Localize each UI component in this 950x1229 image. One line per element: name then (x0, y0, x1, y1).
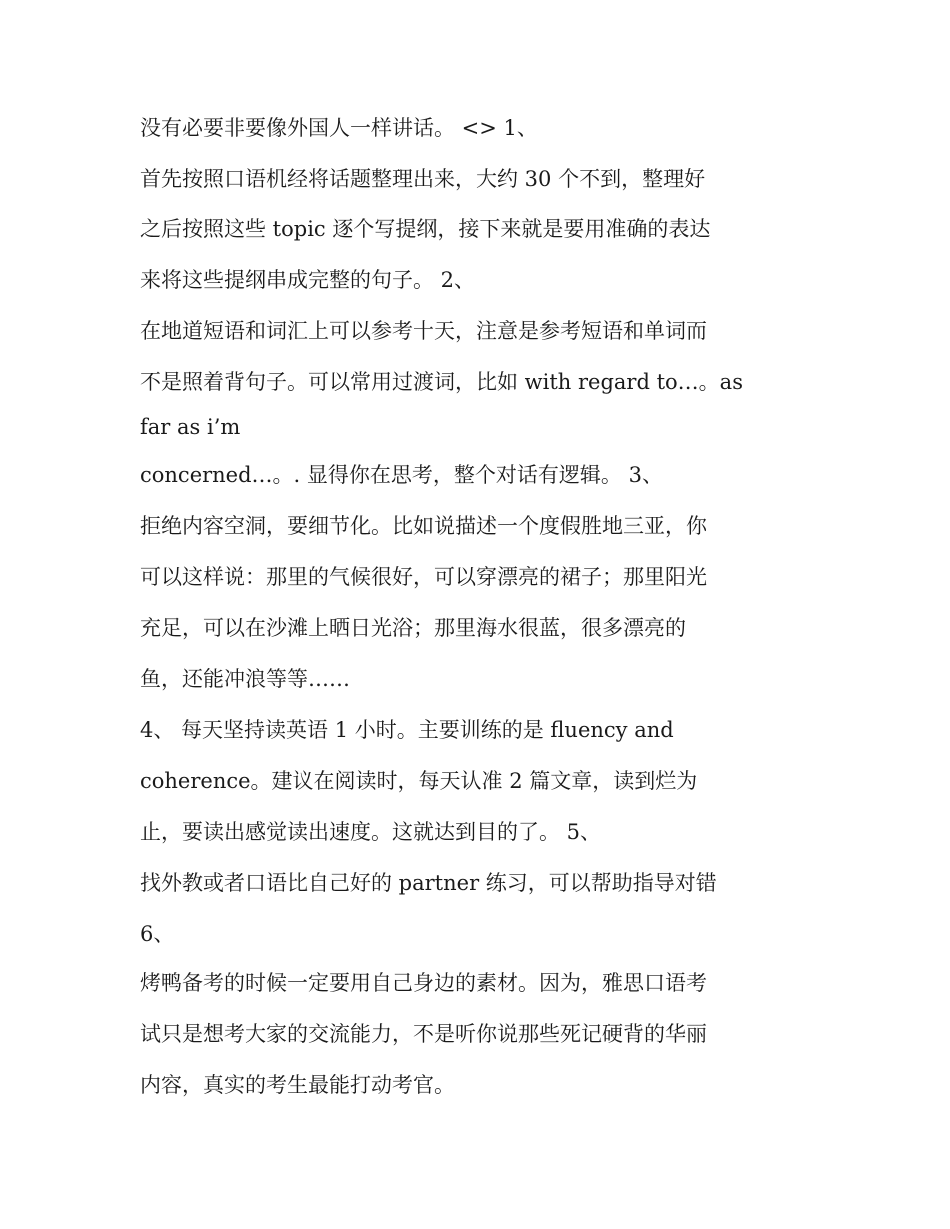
text-line: 找外教或者口语比自己好的 partner 练习，可以帮助指导对错 (140, 871, 717, 895)
text-line: 试只是想考大家的交流能力，不是听你说那些死记硬背的华丽 (140, 1022, 707, 1046)
text-line: concerned…。. 显得你在思考，整个对话有逻辑。 3、 (140, 463, 663, 487)
text-line: 之后按照这些 topic 逐个写提纲，接下来就是要用准确的表达 (140, 217, 711, 241)
text-line: far as i’m (140, 415, 241, 439)
text-line: 可以这样说：那里的气候很好，可以穿漂亮的裙子；那里阳光 (140, 565, 707, 589)
text-line: 首先按照口语机经将话题整理出来，大约 30 个不到，整理好 (140, 167, 706, 191)
text-line: 在地道短语和词汇上可以参考十天，注意是参考短语和单词而 (140, 319, 707, 343)
text-line: 内容，真实的考生最能打动考官。 (140, 1073, 455, 1097)
text-line: 没有必要非要像外国人一样讲话。 <> 1、 (140, 116, 538, 140)
text-line: 拒绝内容空洞，要细节化。比如说描述一个度假胜地三亚，你 (140, 514, 707, 538)
text-line: 4、 每天坚持读英语 1 小时。主要训练的是 fluency and (140, 718, 674, 742)
text-line: 6、 (140, 922, 175, 946)
text-line: coherence。建议在阅读时，每天认准 2 篇文章，读到烂为 (140, 769, 698, 793)
text-line: 烤鸭备考的时候一定要用自己身边的素材。因为，雅思口语考 (140, 971, 707, 995)
text-line: 来将这些提纲串成完整的句子。 2、 (140, 268, 476, 292)
text-line: 不是照着背句子。可以常用过渡词，比如 with regard to…。as (140, 370, 743, 394)
text-line: 充足，可以在沙滩上晒日光浴；那里海水很蓝，很多漂亮的 (140, 616, 686, 640)
text-line: 鱼，还能冲浪等等…… (140, 667, 350, 691)
text-line: 止，要读出感觉读出速度。这就达到目的了。 5、 (140, 820, 602, 844)
